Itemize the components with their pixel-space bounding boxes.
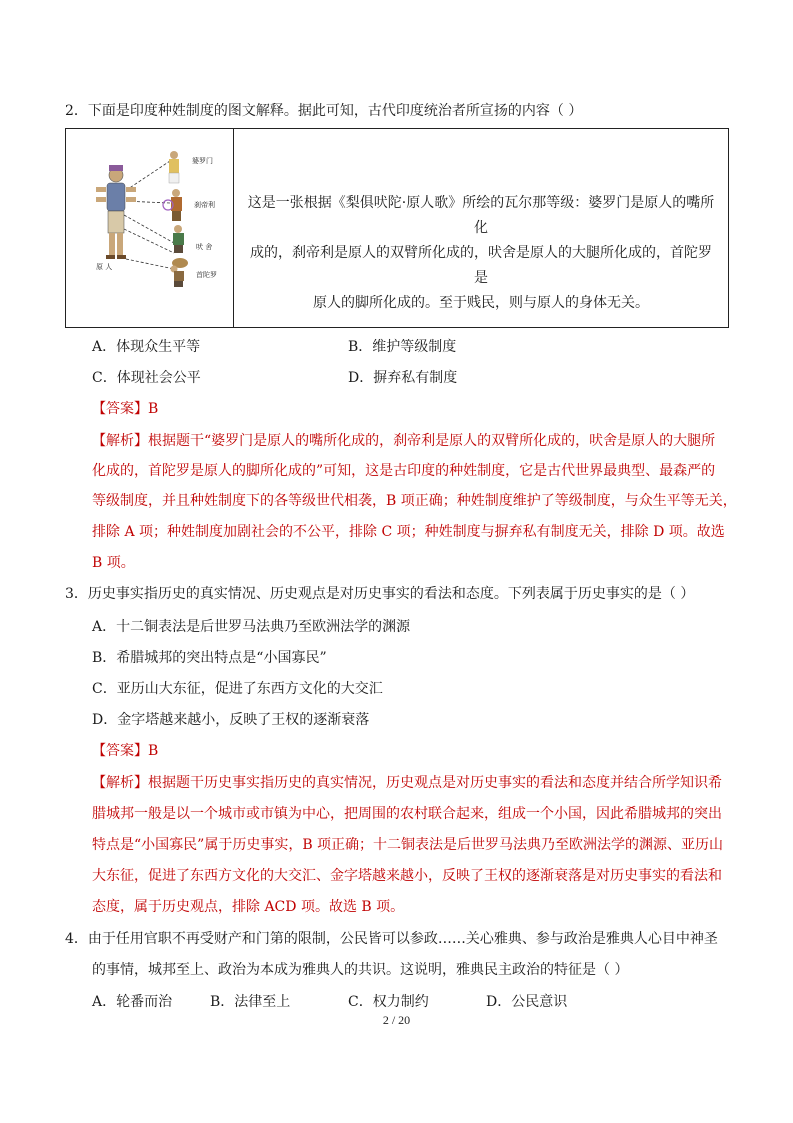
question-4-stem-line: 4．由于任用官职不再受财产和门第的限制，公民皆可以参政……关心雅典、参与政治是雅典人心目中神圣 — [65, 931, 718, 947]
q4-option-a: A．轮番而治 — [92, 994, 173, 1010]
question-2-stem: 2．下面是印度种姓制度的图文解释。据此可知，古代印度统治者所宣扬的内容（ ） — [65, 103, 583, 119]
q3-option-c: C．亚历山大东征，促进了东西方文化的大交汇 — [92, 681, 383, 697]
q4-option-d: D．公民意识 — [486, 994, 568, 1010]
q2-analysis-line: 【解析】根据题干“婆罗门是原人的嘴所化成的，刹帝利是原人的双臂所化成的，吠舍是原人的大腿所 — [92, 433, 716, 449]
brahmin-figure — [169, 151, 179, 183]
q2-analysis-line: 排除 A 项；种姓制度加剧社会的不公平，排除 C 项；种姓制度与摒弃私有制度无关，排除 D 项。故选 — [92, 524, 725, 540]
q2-analysis-line: 等级制度，并且种姓制度下的各等级世代相袭，B 项正确；种姓制度维护了等级制度，与众生平等无关， — [92, 493, 737, 509]
q3-analysis-line: 大东征，促进了东西方文化的大交汇、金字塔越来越小，反映了王权的逐渐衰落是对历史事实的看法和 — [92, 868, 722, 884]
description-line: 这是一张根据《梨俱吠陀·原人歌》所绘的瓦尔那等级：婆罗门是原人的嘴所化 — [247, 195, 715, 236]
purusha-figure — [96, 165, 136, 259]
q2-option-d: D．摒弃私有制度 — [348, 370, 458, 386]
description-line: 成的，刹帝利是原人的双臂所化成的，吠舍是原人的大腿所化成的，首陀罗是 — [250, 245, 712, 286]
description-line: 原人的脚所化成的。至于贱民，则与原人的身体无关。 — [313, 295, 649, 311]
q4-option-c: C．权力制约 — [348, 994, 429, 1010]
q3-option-b: B．希腊城邦的突出特点是“小国寡民” — [92, 650, 327, 666]
q2-analysis-line: B 项。 — [92, 555, 135, 571]
q2-analysis-line: 化成的，首陀罗是原人的脚所化成的”可知，这是古印度的种姓制度，它是古代世界最典型、最森严的 — [92, 463, 716, 479]
q2-answer: 【答案】B — [92, 401, 159, 417]
vaishya-figure — [173, 225, 184, 253]
q3-analysis-line: 【解析】根据题干历史事实指历史的真实情况，历史观点是对历史事实的看法和态度并结合所学知识希 — [92, 775, 722, 791]
caste-description — [234, 191, 728, 316]
question-3-stem: 3．历史事实指历史的真实情况、历史观点是对历史事实的看法和态度。下列表属于历史事实的是（ ） — [65, 586, 695, 602]
shudra-figure — [171, 258, 189, 287]
caste-figure-table — [65, 128, 729, 328]
caste-illustration — [82, 141, 232, 291]
q3-option-d: D．金字塔越来越小，反映了王权的逐渐衰落 — [92, 712, 370, 728]
q3-analysis-line: 特点是“小国寡民”属于历史事实，B 项正确；十二铜表法是后世罗马法典乃至欧洲法学的渊源、亚历山 — [92, 837, 724, 853]
label-vaishya: 吠 舍 — [196, 243, 213, 251]
label-kshatriya: 刹帝利 — [194, 201, 215, 209]
label-shudra: 首陀罗 — [196, 271, 217, 279]
q3-answer: 【答案】B — [92, 743, 159, 759]
kshatriya-figure — [163, 189, 182, 221]
q3-analysis-line: 腊城邦一般是以一个城市或市镇为中心，把周围的农村联合起来，组成一个小国，因此希腊城邦的突出 — [92, 806, 722, 822]
q4-option-b: B．法律至上 — [210, 994, 291, 1010]
label-brahmin: 婆罗门 — [192, 157, 213, 165]
q3-analysis-line: 态度，属于历史观点，排除 ACD 项。故选 B 项。 — [92, 899, 405, 915]
q2-option-a: A．体现众生平等 — [92, 339, 201, 355]
question-4-stem-line: 的事情，城邦至上、政治为本成为雅典人的共识。这说明，雅典民主政治的特征是（ ） — [92, 962, 629, 978]
label-purusha: 原 人 — [96, 263, 113, 271]
q2-option-c: C．体现社会公平 — [92, 370, 201, 386]
q3-option-a: A．十二铜表法是后世罗马法典乃至欧洲法学的渊源 — [92, 619, 411, 635]
page-number: 2 / 20 — [382, 1013, 411, 1027]
q2-option-b: B．维护等级制度 — [348, 339, 457, 355]
